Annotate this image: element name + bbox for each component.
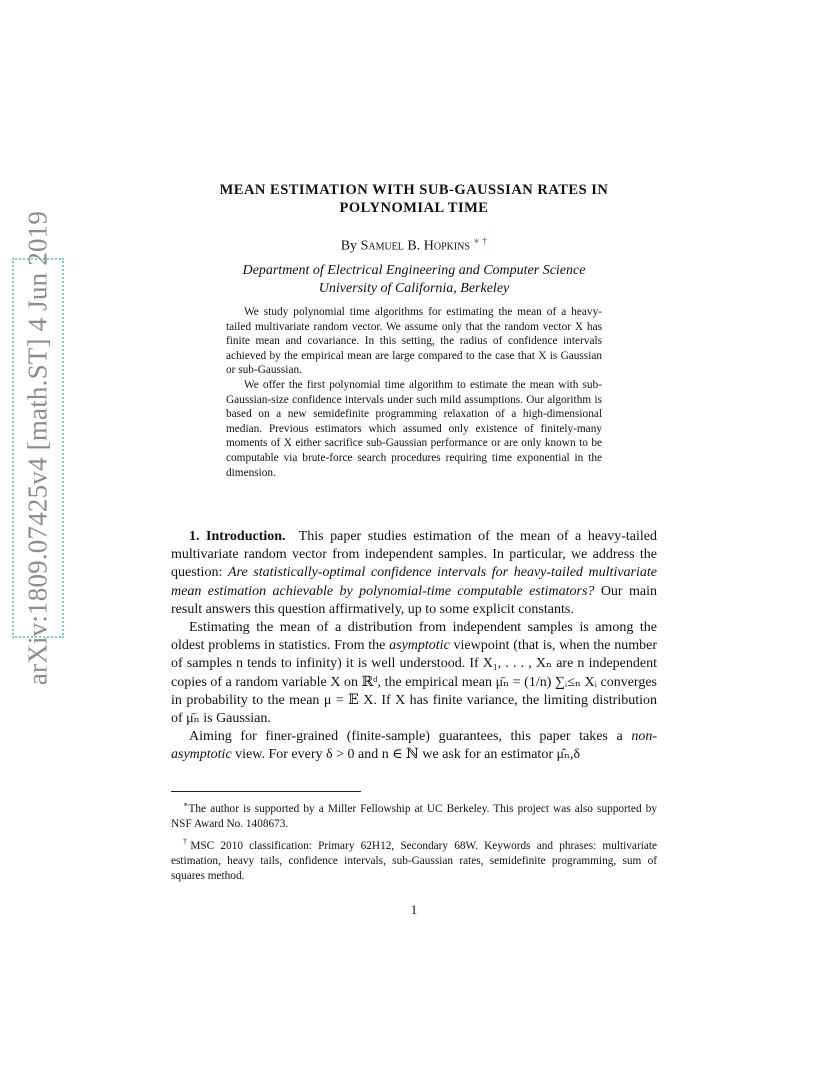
intro-paragraph-2 [171, 619, 657, 728]
footnote-1 [171, 797, 657, 832]
intro-p3-text-b: view. For every δ > 0 and n ∈ ℕ we ask for an estimator μ̂ₙ,δ [231, 747, 581, 763]
footnote-2 [171, 834, 657, 884]
footnotes [171, 797, 657, 887]
intro-paragraph-1 [171, 528, 657, 619]
arxiv-id: arXiv:1809.07425v4 [math.ST] 4 Jun 2019 [22, 210, 53, 686]
affiliation-line-1: Department of Electrical Engineering and Computer Science [242, 263, 586, 278]
intro-p3-emphasis: non-asymptotic [171, 729, 657, 763]
author-footnote-marks[interactable]: ∗ † [472, 236, 488, 247]
paper-title [171, 181, 657, 217]
author-prefix: By [340, 238, 361, 254]
footnote-1-mark: ∗ [183, 800, 189, 809]
affiliation-line-2: University of California, Berkeley [318, 281, 510, 296]
intro-p2-text-a: Estimating the mean of a distribution from independent samples is among the oldest problems in statistics. From the [171, 620, 657, 654]
intro-p2-text-b: viewpoint (that is, when the number of samples n tends to infinity) it is well understood. If X₁, . . . , Xₙ are n independent copies of a random variable X on ℝᵈ, the empirical mean μ̄ₙ = (1/n) ∑ᵢ≤ₙ Xᵢ converges in probability to the mean μ = 𝔼 X. If X has finite variance, the limiting distribution of μ̄ₙ is Gaussian. [171, 638, 657, 727]
intro-p3-text-a: Aiming for finer-grained (finite-sample) guarantees, this paper takes a [189, 729, 632, 745]
abstract-paragraph-2: We offer the first polynomial time algorithm to estimate the mean with sub-Gaussian-size confidence intervals under such mild assumptions. Our algorithm is based on a new semidefinite programming relaxation of a high-dimensional median. Previous estimators which assumed only existence of finitely-many moments of X either sacrifice sub-Gaussian performance or are only known to be computable via brute-force search procedures requiring time exponential in the dimension. [226, 378, 602, 479]
abstract-paragraph-1: We study polynomial time algorithms for estimating the mean of a heavy-tailed multivariate random vector. We assume only that the random vector X has finite mean and covariance. In this setting, the radius of confidence intervals achieved by the empirical mean are large compared to the case that X is Gaussian or sub-Gaussian. [226, 306, 602, 377]
arxiv-stamp [12, 210, 64, 686]
page-number: 1 [410, 902, 418, 917]
introduction [171, 528, 657, 765]
author-line [171, 233, 657, 256]
section-heading: 1. Introduction. [189, 529, 286, 544]
footnote-2-mark: † [183, 837, 191, 847]
research-question: Are statistically-optimal confidence intervals for heavy-tailed multivariate mean estimation achievable by polynomial-time computable estimators? [171, 565, 657, 599]
intro-paragraph-3 [171, 728, 657, 764]
abstract [226, 305, 602, 480]
intro-p2-emphasis: asymptotic [389, 638, 450, 654]
footnote-rule [171, 791, 361, 792]
author-name: Samuel B. Hopkins [360, 238, 470, 254]
intro-p1-text-b: Our main result answers this question affirmatively, up to some explicit constants. [171, 583, 657, 617]
title-line-1: MEAN ESTIMATION WITH SUB-GAUSSIAN RATES IN [219, 182, 609, 198]
footnote-2-text: MSC 2010 classification: Primary 62H12, Secondary 68W. Keywords and phrases: multivariate estimation, heavy tails, confidence intervals, sub-Gaussian rates, semidefinite programming, sum of squares method. [171, 839, 658, 883]
footnote-1-text: The author is supported by a Miller Fellowship at UC Berkeley. This project was also supported by NSF Award No. 1408673. [171, 802, 657, 830]
title-line-2: POLYNOMIAL TIME [339, 200, 489, 216]
intro-p1-text-a: This paper studies estimation of the mean of a heavy-tailed multivariate random vector from independent samples. In particular, we address the question: [171, 529, 658, 581]
affiliation [171, 262, 657, 298]
